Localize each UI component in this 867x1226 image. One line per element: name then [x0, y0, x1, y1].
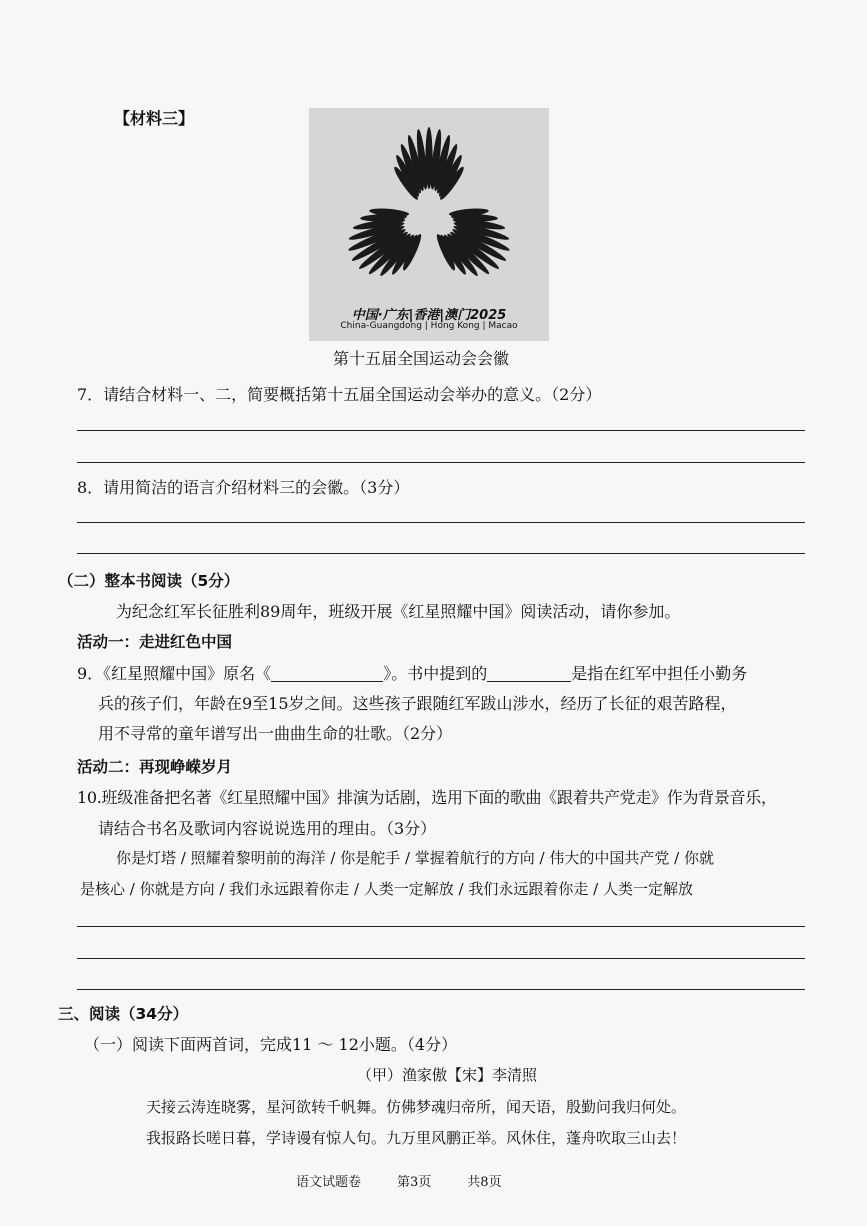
section-3-heading: 三、阅读（34分）	[58, 1005, 189, 1023]
q9-blank-original-title[interactable]	[271, 663, 383, 682]
emblem-caption: 第十五届全国运动会会徽	[333, 349, 510, 368]
material-label: 【材料三】	[114, 109, 195, 128]
poem-line-2: 我报路长嗟日暮，学诗谩有惊人句。九万里风鹏正举。风休住，蓬舟吹取三山去！	[146, 1129, 687, 1147]
q9-part3: 是指在红军中担任小勤务	[571, 664, 748, 683]
section-2-heading: （二）整本书阅读（5分）	[58, 572, 240, 590]
games-emblem-image	[309, 108, 549, 341]
answer-line	[77, 958, 805, 959]
question-10-line1: 10.班级准备把名著《红星照耀中国》排演为话剧，选用下面的歌曲《跟着共产党走》作为背景音乐，	[77, 788, 777, 807]
lyrics-line2: 是核心 / 你就是方向 / 我们永远跟着你走 / 人类一定解放 / 我们永远跟着你走 / 人类一定解放	[80, 880, 693, 898]
poem-title: （甲）渔家傲【宋】李清照	[357, 1066, 538, 1084]
question-9-line3: 用不寻常的童年谱写出一曲曲生命的壮歌。（2分）	[98, 724, 453, 743]
answer-line	[77, 989, 805, 990]
emblem-text: 中国·广东|香港|澳门2025	[351, 308, 507, 323]
q9-part1: 9．《红星照耀中国》原名《	[77, 664, 272, 683]
answer-line	[77, 553, 805, 554]
answer-line	[77, 522, 805, 523]
section-3-subheading: （一）阅读下面两首词，完成11 ～ 12小题。（4分）	[84, 1035, 458, 1054]
answer-line	[77, 462, 805, 463]
activity-2-heading: 活动二：再现峥嵘岁月	[77, 758, 233, 776]
question-7: 7．请结合材料一、二，简要概括第十五届全国运动会举办的意义。（2分）	[77, 385, 602, 404]
section-2-intro: 为纪念红军长征胜利89周年，班级开展《红星照耀中国》阅读活动，请你参加。	[116, 602, 681, 621]
lyrics-line1: 你是灯塔 / 照耀着黎明前的海洋 / 你是舵手 / 掌握着航行的方向 / 伟大的中国共产党 / 你就	[116, 849, 714, 867]
q9-blank-term[interactable]	[487, 663, 571, 682]
question-10-line2: 请结合书名及歌词内容说说选用的理由。（3分）	[98, 819, 437, 838]
footer-subject: 语文试题卷	[296, 1175, 362, 1190]
poem-line-1: 天接云涛连晓雾，星河欲转千帆舞。仿佛梦魂归帝所，闻天语，殷勤问我归何处。	[146, 1098, 687, 1116]
page-footer	[296, 1171, 538, 1190]
footer-total: 共8页	[467, 1175, 502, 1190]
question-8: 8．请用简洁的语言介绍材料三的会徽。（3分）	[77, 478, 410, 497]
answer-line	[77, 926, 805, 927]
q9-part2: 》。书中提到的	[383, 664, 488, 683]
activity-1-heading: 活动一：走进红色中国	[77, 633, 233, 651]
footer-page: 第3页	[397, 1175, 432, 1190]
question-9-line1	[77, 661, 747, 684]
emblem-subtext: China-Guangdong | Hong Kong | Macao	[340, 321, 518, 331]
question-9-line2: 兵的孩子们，年龄在9至15岁之间。这些孩子跟随红军跋山涉水，经历了长征的艰苦路程，	[98, 694, 737, 713]
answer-line	[77, 430, 805, 431]
